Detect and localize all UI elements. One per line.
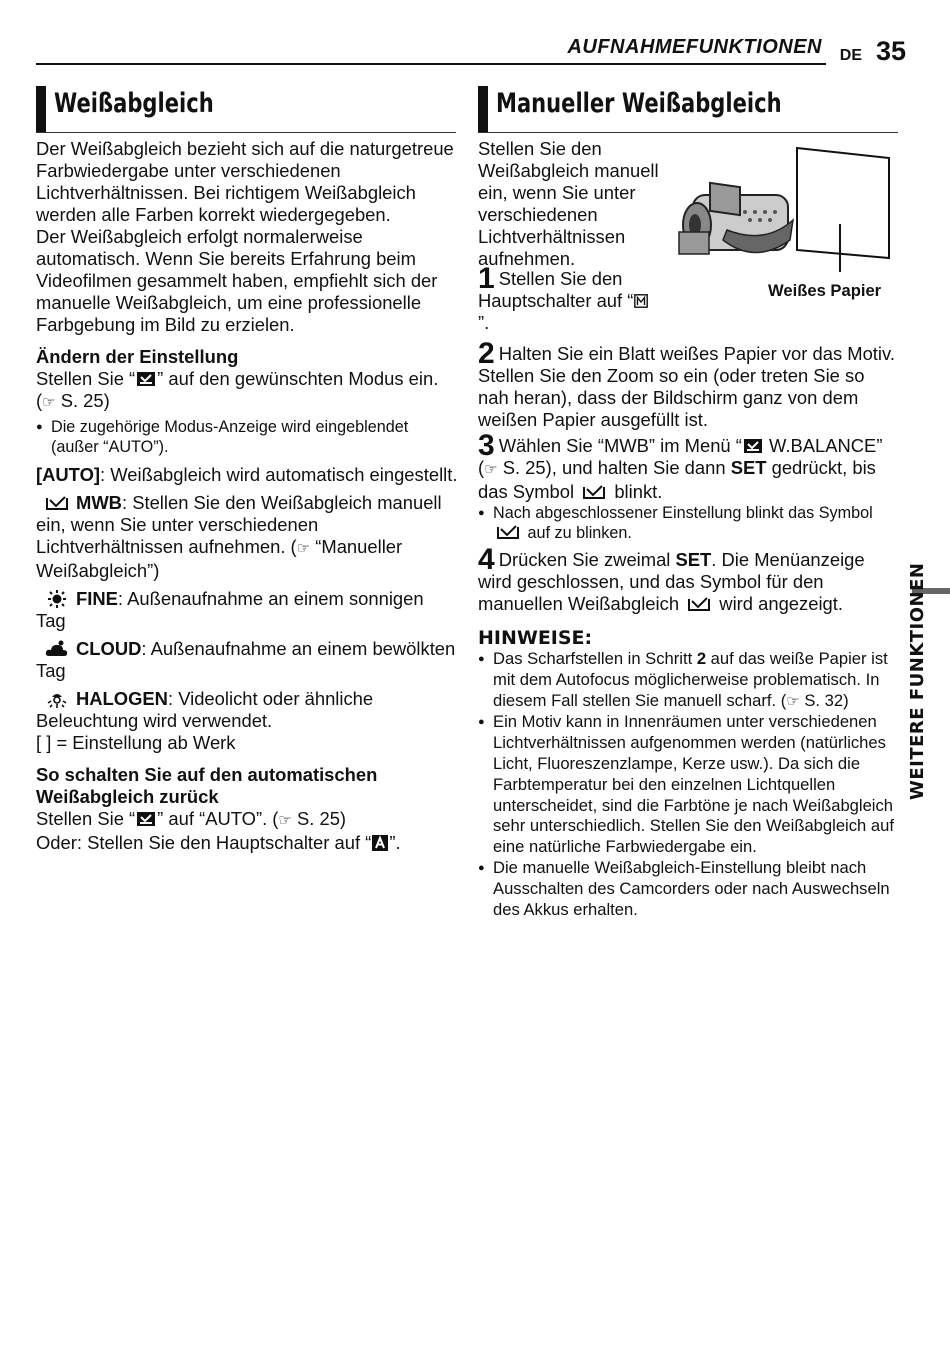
change-bullet: ● Die zugehörige Modus-Anzeige wird eingeblendet (außer “AUTO”). bbox=[36, 417, 458, 457]
cloud-icon bbox=[44, 640, 70, 658]
left-column bbox=[36, 138, 458, 854]
default-note: [ ] = Einstellung ab Werk bbox=[36, 732, 236, 753]
page-header bbox=[36, 36, 906, 66]
step-number: 1 bbox=[478, 262, 495, 295]
wb-menu-icon bbox=[136, 370, 156, 388]
note-item: ● Das Scharfstellen in Schritt 2 auf das weiße Papier ist mit dem Autofocus möglicherweise problematisch. In diesem Fall stellen Sie manuell scharf. (☞ S. 32) bbox=[478, 649, 900, 712]
auto-option: [AUTO]: Weißabgleich wird automatisch eingestellt. bbox=[36, 464, 458, 485]
section-title: AUFNAHMEFUNKTIONEN bbox=[567, 36, 822, 58]
change-heading: Ändern der Einstellung bbox=[36, 346, 239, 367]
notes-heading: HINWEISE: bbox=[478, 627, 593, 649]
halogen-option: HALOGEN: Videolicht oder ähnliche Beleuchtung wird verwendet. bbox=[36, 688, 374, 731]
right-intro-text: Stellen Sie den Weißabgleich manuell ein, wenn Sie unter verschiedenen Lichtverhältnissen aufnehmen. bbox=[478, 138, 659, 269]
step-4: 4 Drücken Sie zweimal SET. Die Menüanzeige wird geschlossen, und das Symbol für den manuellen Weißabgleich wird angezeigt. bbox=[478, 543, 865, 614]
note-item: ● Die manuelle Weißabgleich-Einstellung bleibt nach Ausschalten des Camcorders oder nach Auswechseln des Akkus erhalten. bbox=[478, 858, 900, 920]
step-3-bullet: ● Nach abgeschlossener Einstellung blinkt das Symbol auf zu blinken. bbox=[478, 503, 900, 543]
left-heading-text: Weißabgleich bbox=[54, 88, 214, 119]
change-text: Stellen Sie “ ” auf den gewünschten Modus ein. (☞ S. 25) bbox=[36, 368, 439, 411]
step-number: 4 bbox=[478, 543, 495, 576]
mwb-icon bbox=[686, 595, 712, 613]
mwb-icon bbox=[581, 483, 607, 501]
header-rule bbox=[36, 63, 826, 65]
heading-bar bbox=[478, 86, 488, 132]
sun-icon bbox=[44, 590, 70, 608]
return-heading: So schalten Sie auf den automatischen Weißabgleich zurück bbox=[36, 764, 378, 807]
auto-mode-icon bbox=[372, 834, 388, 852]
camcorder-illustration bbox=[675, 140, 905, 280]
mwb-icon bbox=[495, 523, 521, 541]
wb-menu-icon bbox=[743, 437, 763, 455]
wb-menu-icon bbox=[136, 810, 156, 828]
cloud-option: CLOUD: Außenaufnahme an einem bewölkten Tag bbox=[36, 638, 456, 681]
step-1: 1 Stellen Sie den Hauptschalter auf “”. bbox=[478, 268, 658, 334]
halogen-icon bbox=[44, 690, 70, 708]
intro-paragraph: Der Weißabgleich bezieht sich auf die naturgetreue Farbwiedergabe unter verschiedenen Lichtverhältnissen. Bei richtigem Weißabgleich werden alle Farben korrekt wiedergegeben. bbox=[36, 138, 454, 225]
step-number: 2 bbox=[478, 337, 495, 370]
page-number: 35 bbox=[875, 36, 906, 66]
right-intro bbox=[478, 138, 668, 270]
language-code: DE bbox=[839, 47, 862, 64]
manual-mode-icon bbox=[634, 292, 648, 310]
step-3: 3 Wählen Sie “MWB” im Menü “ W.BALANCE” (☞ S. 25), und halten Sie dann SET gedrückt, bis das Symbol blinkt. bbox=[478, 429, 883, 502]
right-heading bbox=[478, 86, 898, 133]
mwb-option: MWB: Stellen Sie den Weißabgleich manuell ein, wenn Sie unter verschiedenen Lichtverhältnissen aufnehmen. (☞ “Manueller Weißabgleich”) bbox=[36, 492, 442, 581]
note-item: ● Ein Motiv kann in Innenräumen unter verschiedenen Lichtverhältnissen aufgenommen werden (natürliches Licht, Fluoreszenzlampe, Kerze usw.). Da sich die Farbtemperatur bei den einzelnen Lichtquellen unterscheidet, sind die Farbtöne je nach Weißabgleich sehr unterschiedlich. Stellen Sie den Weißabgleich auf eine natürliche Farbwiedergabe ein. bbox=[478, 712, 900, 858]
left-heading bbox=[36, 86, 456, 133]
step-number: 3 bbox=[478, 429, 495, 462]
right-heading-text: Manueller Weißabgleich bbox=[496, 88, 782, 119]
step-2: 2 Halten Sie ein Blatt weißes Papier vor das Motiv. Stellen Sie den Zoom so ein (oder treten Sie so nah heran), dass der Bildschirm ganz von dem weißen Papier ausgefüllt ist. bbox=[478, 337, 895, 430]
fine-option: FINE: Außenaufnahme an einem sonnigen Tag bbox=[36, 588, 424, 631]
heading-bar bbox=[36, 86, 46, 132]
intro-paragraph: Der Weißabgleich erfolgt normalerweise automatisch. Wenn Sie bereits Erfahrung beim Videofilmen gesammelt haben, empfiehlt sich der manuelle Weißabgleich, um eine professionelle Farbgebung im Bild zu erzielen. bbox=[36, 226, 438, 335]
return-text: Stellen Sie “ ” auf “AUTO”. (☞ S. 25) Oder: Stellen Sie den Hauptschalter auf “ ”. bbox=[36, 808, 401, 853]
mwb-icon bbox=[44, 494, 70, 512]
right-steps bbox=[478, 337, 900, 920]
side-tab-label: WEITERE FUNKTIONEN bbox=[907, 562, 928, 800]
paper-label: Weißes Papier bbox=[768, 281, 882, 300]
